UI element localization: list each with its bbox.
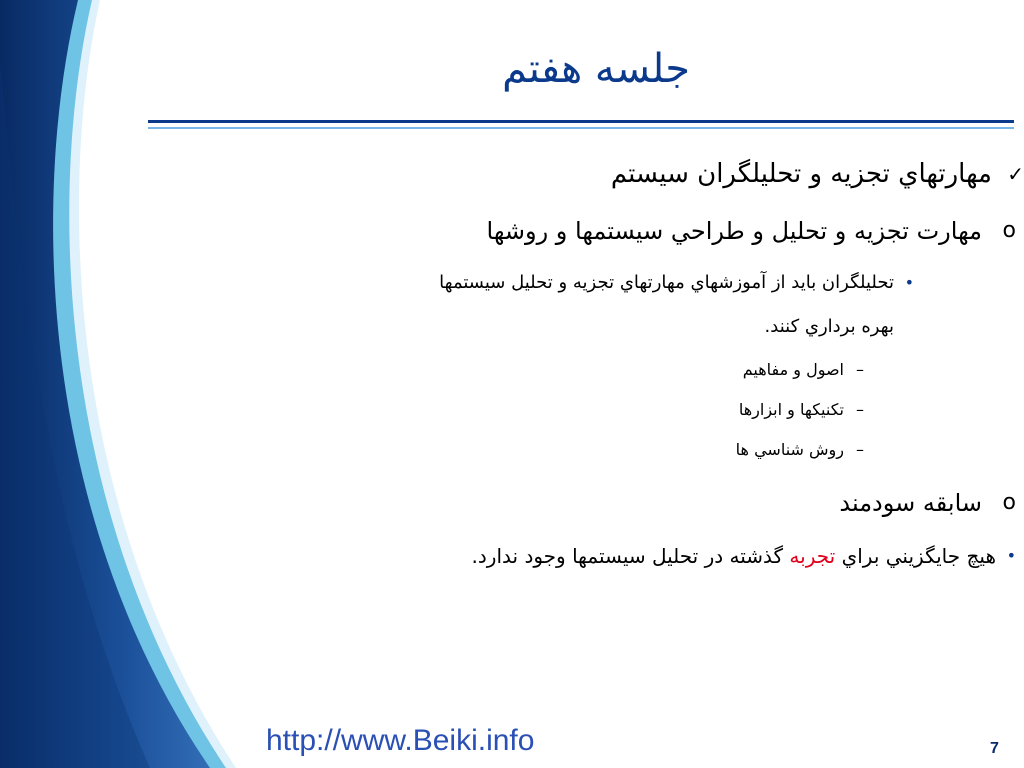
page-number: 7 — [990, 740, 999, 757]
dash-bullet-icon: – — [856, 360, 864, 379]
section2-point-after: گذشته در تحليل سيستمها وجود ندارد. — [471, 544, 790, 568]
title-rule — [148, 120, 1014, 123]
checkmark-icon: ✓ — [1007, 162, 1024, 186]
dot-bullet-icon: • — [904, 273, 914, 292]
section2-text: سابقه سودمند — [839, 489, 982, 517]
decorative-side-swoosh — [0, 0, 240, 768]
section1-point-line1 — [14, 268, 1024, 298]
section1-text: مهارت تجزيه و تحليل و طراحي سيستمها و روشها — [486, 217, 982, 245]
footer-link[interactable]: http://www.Beiki.info — [266, 724, 535, 757]
dash-bullet-icon: – — [856, 400, 864, 419]
heading-line — [14, 154, 1024, 194]
section1-point-text-line2: بهره برداري کنند. — [764, 316, 894, 337]
section2-line — [14, 484, 1024, 522]
sub-item-text: اصول و مفاهيم — [742, 360, 844, 379]
section1-line — [14, 212, 1024, 250]
sub-item — [14, 356, 1024, 384]
section2-point-before: هيچ جايگزيني براي — [835, 544, 996, 568]
highlighted-word: تجربه — [789, 544, 836, 568]
slide-title: جلسه هفتم — [502, 46, 690, 92]
section1-point-text-line1: تحليلگران بايد از آموزشهاي مهارتهاي تجزيه و تحليل سيستمها — [439, 272, 894, 293]
dash-bullet-icon: – — [856, 440, 864, 459]
sub-item — [14, 436, 1024, 464]
dot-bullet-icon: • — [1006, 546, 1016, 565]
sub-item-text: روش شناسي ها — [735, 440, 844, 459]
heading-text: مهارتهاي تجزيه و تحليلگران سيستم — [610, 159, 992, 189]
sub-item-text: تکنيکها و ابزارها — [738, 400, 844, 419]
section2-point-line — [14, 540, 1024, 572]
section1-point-line2 — [14, 312, 1024, 342]
sub-item — [14, 396, 1024, 424]
section2-point-text — [472, 540, 996, 572]
circle-bullet-icon: o — [1002, 490, 1016, 515]
circle-bullet-icon: o — [1002, 218, 1016, 243]
title-rule-accent — [148, 127, 1014, 129]
